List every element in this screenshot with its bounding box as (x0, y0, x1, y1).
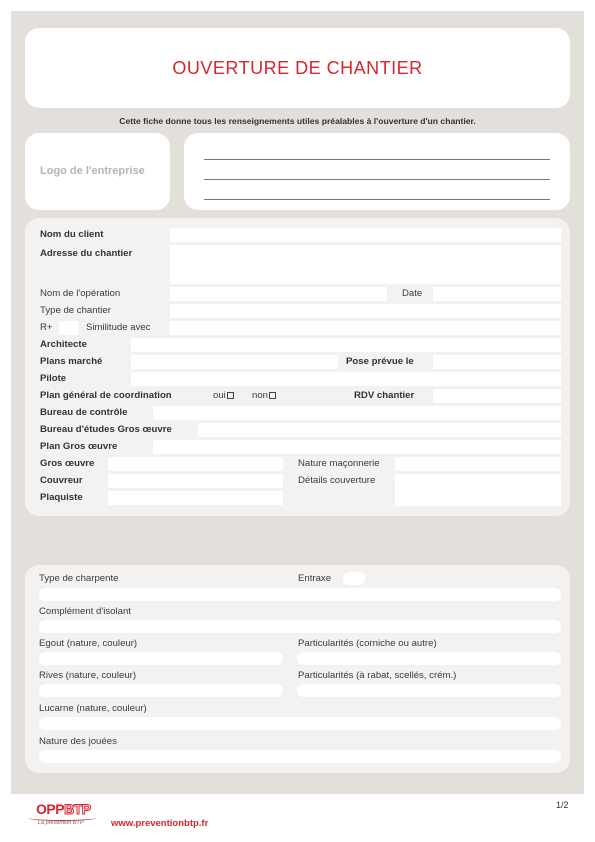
framework-type-field[interactable] (39, 588, 561, 601)
verges-label: Rives (nature, couleur) (39, 670, 137, 681)
logo-tagline: La prévention BTP (38, 820, 84, 826)
logo-opp: OPP (36, 801, 65, 817)
page-title: OUVERTURE DE CHANTIER (172, 58, 423, 78)
pilot-field[interactable] (131, 372, 561, 386)
architect-field[interactable] (131, 338, 561, 352)
site-address-field[interactable] (170, 245, 561, 284)
pilot-label: Pilote (40, 373, 67, 384)
roofing-details-field[interactable] (395, 474, 561, 506)
logo-placeholder: Logo de l'entreprise (40, 165, 145, 177)
roofer-label: Couvreur (40, 475, 83, 486)
operation-name-field[interactable] (170, 287, 387, 301)
design-office-label: Bureau d'études Gros œuvre (40, 424, 172, 435)
spacing-field[interactable] (343, 572, 365, 585)
logo-panel (25, 133, 170, 210)
floors-label: R+ (40, 322, 53, 333)
similarity-field[interactable] (170, 321, 561, 335)
framework-type-label: Type de charpente (39, 573, 119, 584)
site-address-label: Adresse du chantier (40, 248, 133, 259)
masonry-type-field[interactable] (395, 457, 561, 471)
planned-install-field[interactable] (433, 355, 561, 369)
structural-work-label: Gros œuvre (40, 458, 95, 469)
coordination-no-option[interactable] (252, 390, 276, 401)
eaves-field[interactable] (39, 652, 283, 665)
cheeks-field[interactable] (39, 750, 561, 763)
roofing-details-label: Détails couverture (298, 475, 376, 486)
company-info-panel (184, 133, 570, 210)
structural-work-field[interactable] (108, 457, 283, 471)
site-type-label: Type de chantier (40, 305, 111, 316)
coordination-yes-option[interactable] (213, 390, 234, 401)
similarity-label: Similitude avec (86, 322, 151, 333)
cornice-details-label: Particularités (corniche ou autre) (298, 638, 437, 649)
date-label: Date (402, 288, 423, 299)
page-subtitle: Cette fiche donne tous les renseignements utiles préalables à l'ouverture d'un chantier. (119, 116, 476, 126)
company-line-2[interactable] (204, 179, 550, 180)
logo-btp: BTP (64, 801, 91, 817)
site-meeting-label: RDV chantier (354, 390, 415, 401)
company-line-1[interactable] (204, 159, 550, 160)
client-name-field[interactable] (170, 228, 561, 242)
insulation-label: Complément d'isolant (39, 606, 131, 617)
market-plans-field[interactable] (131, 355, 338, 369)
title-panel (25, 28, 570, 108)
spacing-label: Entraxe (298, 573, 332, 584)
floors-field[interactable] (59, 321, 78, 335)
structural-plan-field[interactable] (153, 440, 561, 454)
company-line-3[interactable] (204, 199, 550, 200)
dormer-label: Lucarne (nature, couleur) (39, 703, 147, 714)
control-office-field[interactable] (153, 406, 561, 420)
coordination-plan-label: Plan général de coordination (40, 390, 172, 401)
cheeks-label: Nature des jouées (39, 736, 117, 747)
market-plans-label: Plans marché (40, 356, 103, 367)
control-office-label: Bureau de contrôle (40, 407, 128, 418)
no-checkbox[interactable] (269, 392, 276, 399)
site-type-field[interactable] (170, 304, 561, 318)
verges-field[interactable] (39, 684, 283, 697)
oppbtp-logo (36, 801, 91, 826)
masonry-type-label: Nature maçonnerie (298, 458, 380, 469)
website-link[interactable]: www.preventionbtp.fr (111, 818, 209, 829)
design-office-field[interactable] (198, 423, 561, 437)
plasterer-label: Plaquiste (40, 492, 83, 503)
structural-plan-label: Plan Gros œuvre (40, 441, 118, 452)
yes-checkbox[interactable] (227, 392, 234, 399)
page-number: 1/2 (556, 800, 569, 810)
dormer-field[interactable] (39, 717, 561, 730)
client-name-label: Nom du client (40, 229, 104, 240)
plasterer-field[interactable] (108, 491, 283, 505)
eaves-label: Egout (nature, couleur) (39, 638, 138, 649)
no-label: non (252, 390, 269, 401)
cornice-details-field[interactable] (297, 652, 561, 665)
planned-install-label: Pose prévue le (346, 356, 414, 367)
flap-details-field[interactable] (297, 684, 561, 697)
insulation-field[interactable] (39, 620, 561, 633)
yes-label: oui (213, 390, 226, 401)
roofer-field[interactable] (108, 474, 283, 488)
operation-name-label: Nom de l'opération (40, 288, 121, 299)
site-meeting-field[interactable] (433, 389, 561, 403)
date-field[interactable] (433, 287, 561, 301)
flap-details-label: Particularités (à rabat, scellés, crém.) (298, 670, 457, 681)
architect-label: Architecte (40, 339, 87, 350)
